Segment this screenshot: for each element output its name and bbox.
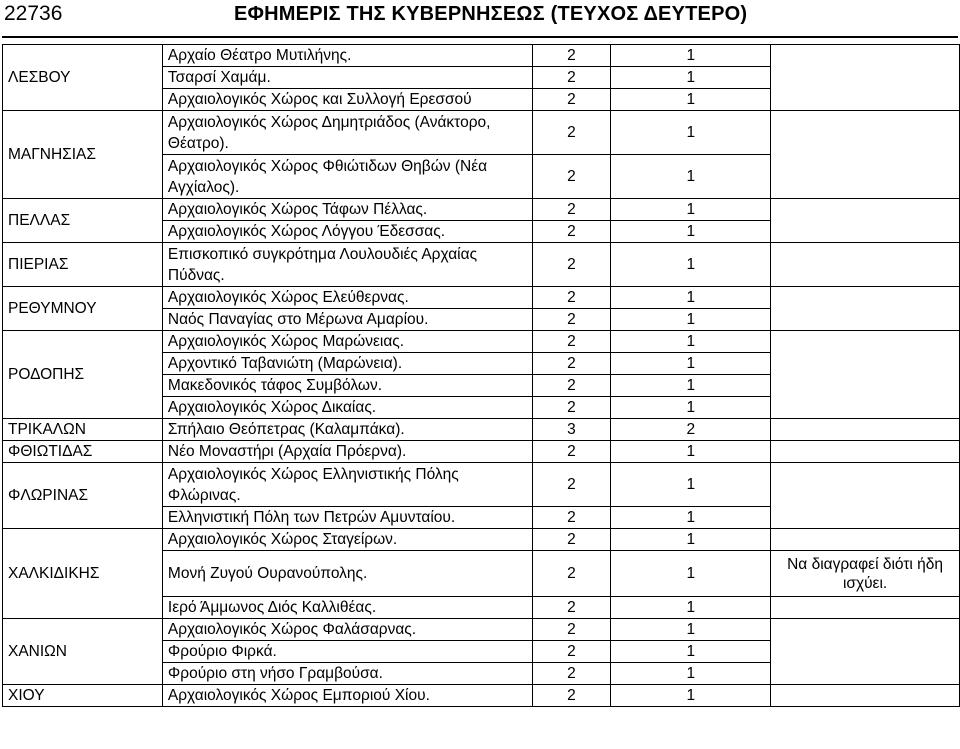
site-cell: Σπήλαιο Θεόπετρας (Καλαμπάκα). xyxy=(162,419,532,441)
value-b-cell: 1 xyxy=(611,331,771,353)
value-a-cell: 2 xyxy=(532,529,611,551)
value-a-cell: 2 xyxy=(532,111,611,155)
value-b-cell: 1 xyxy=(611,507,771,529)
value-a-cell: 2 xyxy=(532,243,611,287)
site-cell: Ναός Παναγίας στο Μέρωνα Αμαρίου. xyxy=(162,309,532,331)
value-a-cell: 2 xyxy=(532,685,611,707)
site-cell: Αρχαιολογικός Χώρος Δικαίας. xyxy=(162,397,532,419)
value-b-cell: 1 xyxy=(611,353,771,375)
value-a-cell: 2 xyxy=(532,155,611,199)
value-b-cell: 1 xyxy=(611,597,771,619)
table-row xyxy=(3,463,960,507)
value-b-cell: 1 xyxy=(611,685,771,707)
value-a-cell: 2 xyxy=(532,397,611,419)
table-row xyxy=(3,331,960,353)
site-cell: Φρούριο Φιρκά. xyxy=(162,641,532,663)
site-cell: Ελληνιστική Πόλη των Πετρών Αμυνταίου. xyxy=(162,507,532,529)
prefecture-cell: ΜΑΓΝΗΣΙΑΣ xyxy=(3,111,163,199)
value-a-cell: 2 xyxy=(532,441,611,463)
value-a-cell: 2 xyxy=(532,331,611,353)
value-a-cell: 2 xyxy=(532,507,611,529)
table-row xyxy=(3,441,960,463)
value-a-cell: 2 xyxy=(532,619,611,641)
table-row xyxy=(3,287,960,309)
value-b-cell: 1 xyxy=(611,309,771,331)
remark-cell xyxy=(771,199,960,243)
value-a-cell: 2 xyxy=(532,309,611,331)
prefecture-cell: ΧΙΟΥ xyxy=(3,685,163,707)
site-cell: Φρούριο στη νήσο Γραμβούσα. xyxy=(162,663,532,685)
value-b-cell: 1 xyxy=(611,551,771,597)
value-a-cell: 2 xyxy=(532,67,611,89)
site-cell: Αρχαιολογικός Χώρος Εμπoριού Χίου. xyxy=(162,685,532,707)
value-a-cell: 2 xyxy=(532,221,611,243)
site-cell: Αρχαιολογικός Χώρος και Συλλογή Ερεσσού xyxy=(162,89,532,111)
prefecture-cell: ΧΑΝΙΩΝ xyxy=(3,619,163,685)
value-b-cell: 1 xyxy=(611,397,771,419)
value-b-cell: 1 xyxy=(611,89,771,111)
prefecture-cell: ΦΛΩΡΙΝΑΣ xyxy=(3,463,163,529)
value-b-cell: 1 xyxy=(611,375,771,397)
site-cell: Τσαρσί Χαμάμ. xyxy=(162,67,532,89)
value-b-cell: 2 xyxy=(611,419,771,441)
value-b-cell: 1 xyxy=(611,441,771,463)
prefecture-cell: ΠΕΛΛΑΣ xyxy=(3,199,163,243)
value-b-cell: 1 xyxy=(611,287,771,309)
value-a-cell: 2 xyxy=(532,597,611,619)
value-b-cell: 1 xyxy=(611,243,771,287)
value-b-cell: 1 xyxy=(611,463,771,507)
value-a-cell: 2 xyxy=(532,663,611,685)
value-b-cell: 1 xyxy=(611,663,771,685)
site-cell: Αρχαιολογικός Χώρος Λόγγου Έδεσσας. xyxy=(162,221,532,243)
monuments-table xyxy=(2,44,960,707)
remark-cell xyxy=(771,619,960,685)
value-a-cell: 3 xyxy=(532,419,611,441)
value-b-cell: 1 xyxy=(611,45,771,67)
value-b-cell: 1 xyxy=(611,619,771,641)
remark-cell xyxy=(771,419,960,441)
value-a-cell: 2 xyxy=(532,89,611,111)
site-cell: Επισκοπικό συγκρότημα Λουλουδιές Αρχαίας Πύδνας. xyxy=(162,243,532,287)
remark-cell xyxy=(771,529,960,551)
site-cell: Ιερό Άμμωνος Διός Καλλιθέας. xyxy=(162,597,532,619)
remark-cell xyxy=(771,287,960,331)
table-row xyxy=(3,619,960,641)
prefecture-cell: ΠΙΕΡΙΑΣ xyxy=(3,243,163,287)
value-a-cell: 2 xyxy=(532,551,611,597)
prefecture-cell: ΧΑΛΚΙΔΙΚΗΣ xyxy=(3,529,163,619)
value-b-cell: 1 xyxy=(611,641,771,663)
site-cell: Αρχαίο Θέατρο Μυτιλήνης. xyxy=(162,45,532,67)
remark-cell xyxy=(771,111,960,199)
header-rule xyxy=(2,36,958,38)
prefecture-cell: ΤΡΙΚΑΛΩΝ xyxy=(3,419,163,441)
value-a-cell: 2 xyxy=(532,287,611,309)
value-a-cell: 2 xyxy=(532,375,611,397)
table-row xyxy=(3,199,960,221)
remark-cell xyxy=(771,597,960,619)
table-row xyxy=(3,243,960,287)
remark-cell xyxy=(771,441,960,463)
table-row xyxy=(3,111,960,155)
prefecture-cell: ΦΘΙΩΤΙΔΑΣ xyxy=(3,441,163,463)
remark-cell xyxy=(771,685,960,707)
value-b-cell: 1 xyxy=(611,199,771,221)
prefecture-cell: ΛΕΣΒΟΥ xyxy=(3,45,163,111)
table-row xyxy=(3,45,960,67)
table-row xyxy=(3,419,960,441)
site-cell: Αρχαιολογικός Χώρος Φθιώτιδων Θηβών (Νέα Αγχίαλος). xyxy=(162,155,532,199)
value-b-cell: 1 xyxy=(611,155,771,199)
value-a-cell: 2 xyxy=(532,641,611,663)
remark-cell xyxy=(771,45,960,111)
remark-cell xyxy=(771,463,960,529)
table-row xyxy=(3,529,960,551)
site-cell: Αρχοντικό Ταβανιώτη (Μαρώνεια). xyxy=(162,353,532,375)
prefecture-cell: ΡΟΔΟΠΗΣ xyxy=(3,331,163,419)
site-cell: Αρχαιολογικός Χώρος Ελεύθερνας. xyxy=(162,287,532,309)
remark-cell: Να διαγραφεί διότι ήδη ισχύει. xyxy=(771,551,960,597)
site-cell: Αρχαιολογικός Χώρος Φαλάσαρνας. xyxy=(162,619,532,641)
gazette-title: ΕΦΗΜΕΡΙΣ ΤΗΣ ΚΥΒΕΡΝΗΣΕΩΣ (ΤΕΥΧΟΣ ΔΕΥΤΕΡΟ) xyxy=(234,3,748,25)
table-row xyxy=(3,685,960,707)
site-cell: Αρχαιολογικός Χώρος Ελληνιστικής Πόλης Φλώρινας. xyxy=(162,463,532,507)
value-a-cell: 2 xyxy=(532,45,611,67)
site-cell: Αρχαιολογικός Χώρος Τάφων Πέλλας. xyxy=(162,199,532,221)
site-cell: Μακεδονικός τάφος Συμβόλων. xyxy=(162,375,532,397)
value-a-cell: 2 xyxy=(532,199,611,221)
remark-cell xyxy=(771,243,960,287)
page-header xyxy=(0,0,960,40)
site-cell: Νέο Μοναστήρι (Αρχαία Πρόερνα). xyxy=(162,441,532,463)
page-number: 22736 xyxy=(4,2,63,25)
site-cell: Αρχαιολογικός Χώρος Μαρώνειας. xyxy=(162,331,532,353)
value-b-cell: 1 xyxy=(611,111,771,155)
value-b-cell: 1 xyxy=(611,221,771,243)
site-cell: Μονή Ζυγού Ουρανούπολης. xyxy=(162,551,532,597)
value-b-cell: 1 xyxy=(611,67,771,89)
value-a-cell: 2 xyxy=(532,463,611,507)
value-b-cell: 1 xyxy=(611,529,771,551)
value-a-cell: 2 xyxy=(532,353,611,375)
site-cell: Αρχαιολογικός Χώρος Δημητριάδος (Ανάκτορο, Θέατρο). xyxy=(162,111,532,155)
prefecture-cell: ΡΕΘΥΜΝΟΥ xyxy=(3,287,163,331)
site-cell: Αρχαιολογικός Χώρος Σταγείρων. xyxy=(162,529,532,551)
remark-cell xyxy=(771,331,960,419)
